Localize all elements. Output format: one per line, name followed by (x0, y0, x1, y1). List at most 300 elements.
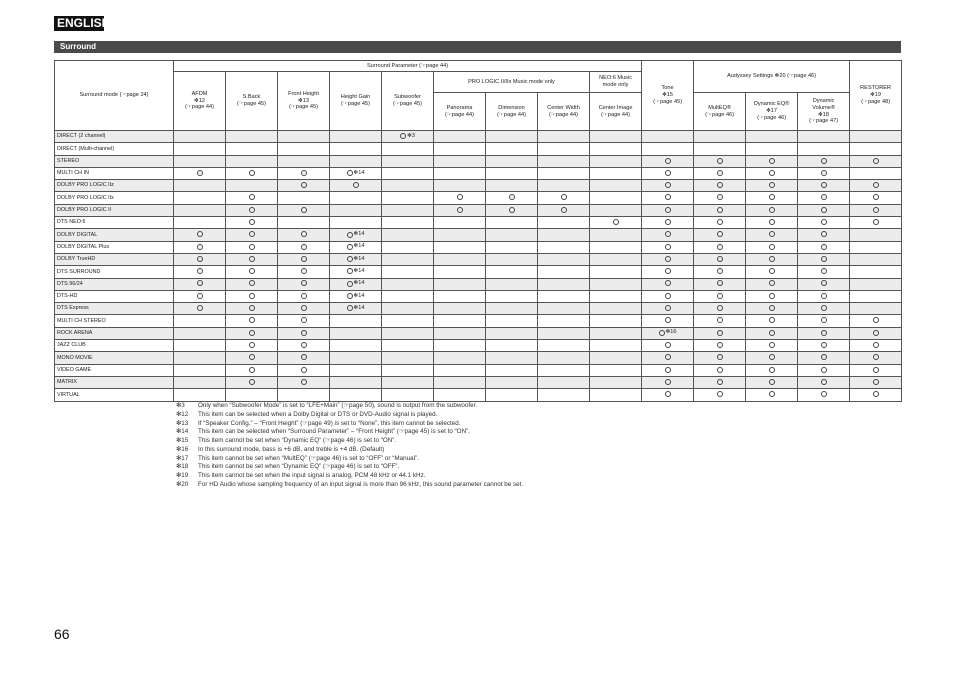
table-cell (798, 143, 850, 155)
table-cell (642, 155, 694, 167)
footnote (176, 402, 876, 411)
table-cell (590, 155, 642, 167)
table-cell (278, 204, 330, 216)
table-cell (694, 389, 746, 401)
available-circle-icon (347, 281, 353, 287)
table-cell (746, 241, 798, 253)
table-cell (538, 266, 590, 278)
table-cell (798, 315, 850, 327)
table-cell (746, 266, 798, 278)
available-circle-icon (301, 305, 307, 311)
table-cell (382, 131, 434, 143)
header-line: Dimension (498, 104, 525, 111)
table-cell (590, 278, 642, 290)
table-cell (434, 340, 486, 352)
table-cell (278, 364, 330, 376)
available-circle-icon (301, 293, 307, 299)
table-row (55, 278, 902, 290)
table-cell (382, 180, 434, 192)
table-cell (434, 266, 486, 278)
table-cell (538, 155, 590, 167)
table-cell (746, 204, 798, 216)
surround-mode-label: DIRECT (Multi-channel) (55, 143, 174, 155)
footnote-ref: ✻14 (353, 292, 365, 299)
header-restorer (850, 61, 902, 131)
table-cell (850, 352, 902, 364)
table-cell (226, 340, 278, 352)
table-row (55, 217, 902, 229)
footnote (176, 420, 876, 429)
available-circle-icon (717, 293, 723, 299)
table-cell (174, 241, 226, 253)
table-cell (174, 229, 226, 241)
table-cell (434, 278, 486, 290)
available-circle-icon (347, 268, 353, 274)
table-cell (538, 303, 590, 315)
table-cell (850, 290, 902, 302)
table-row (55, 192, 902, 204)
table-cell (330, 180, 382, 192)
available-circle-icon (347, 256, 353, 262)
available-circle-icon (249, 170, 255, 176)
available-circle-icon (717, 158, 723, 164)
table-cell (278, 229, 330, 241)
table-cell (434, 315, 486, 327)
available-circle-icon (821, 317, 827, 323)
table-row (55, 167, 902, 179)
table-cell (642, 364, 694, 376)
table-cell (798, 241, 850, 253)
available-circle-icon (717, 317, 723, 323)
header-line: Volume® (812, 104, 835, 111)
table-cell (330, 155, 382, 167)
footnote-number: ✻13 (176, 419, 189, 427)
table-cell (434, 131, 486, 143)
footnote (176, 437, 876, 446)
table-cell (382, 340, 434, 352)
table-cell (590, 229, 642, 241)
footnote-text: This item cannot be set when “Dynamic EQ” (☞page 46) is set to “OFF”. (198, 463, 400, 471)
table-cell (434, 217, 486, 229)
header-line: ✻12 (194, 97, 205, 104)
table-cell (694, 131, 746, 143)
table-row (55, 266, 902, 278)
available-circle-icon (821, 219, 827, 225)
table-cell (642, 376, 694, 388)
available-circle-icon (665, 256, 671, 262)
available-circle-icon (665, 182, 671, 188)
table-cell (642, 192, 694, 204)
header-line: (☞page 45) (237, 101, 266, 107)
table-row (55, 315, 902, 327)
table-cell (798, 204, 850, 216)
header-line: AFDM (191, 90, 208, 97)
available-circle-icon (717, 354, 723, 360)
available-circle-icon (873, 194, 879, 200)
table-cell (486, 303, 538, 315)
table-cell (486, 229, 538, 241)
table-cell (486, 180, 538, 192)
table-cell (746, 352, 798, 364)
table-cell (486, 278, 538, 290)
header-line: (☞page 46) (757, 114, 787, 121)
table-cell (798, 290, 850, 302)
table-cell (382, 217, 434, 229)
table-cell (330, 278, 382, 290)
available-circle-icon (249, 244, 255, 250)
table-cell (330, 352, 382, 364)
table-cell (642, 303, 694, 315)
table-cell (694, 278, 746, 290)
available-circle-icon (873, 219, 879, 225)
available-circle-icon (457, 194, 463, 200)
table-cell (746, 303, 798, 315)
table-cell (538, 143, 590, 155)
footnote-ref: ✻14 (353, 169, 365, 176)
table-cell (226, 241, 278, 253)
available-circle-icon (769, 231, 775, 237)
header-surround-parameter: Surround Parameter (☞page 44) (174, 61, 642, 72)
table-cell (486, 290, 538, 302)
table-row (55, 389, 902, 401)
available-circle-icon (717, 280, 723, 286)
footnote-number: ✻3 (176, 402, 185, 409)
available-circle-icon (197, 305, 203, 311)
table-cell (590, 352, 642, 364)
table-cell (850, 266, 902, 278)
header-line: (☞page 45) (653, 98, 683, 105)
available-circle-icon (353, 182, 359, 188)
table-cell (590, 266, 642, 278)
available-circle-icon (665, 342, 671, 348)
header-afdm (174, 72, 226, 131)
footnote (176, 472, 876, 481)
surround-mode-label: STEREO (55, 155, 174, 167)
header-line: Subwoofer (394, 94, 421, 101)
available-circle-icon (769, 268, 775, 274)
surround-mode-label: DOLBY DIGITAL (55, 229, 174, 241)
table-cell (694, 253, 746, 265)
available-circle-icon (561, 207, 567, 213)
table-cell (434, 241, 486, 253)
header-line: (☞page 45) (289, 104, 318, 111)
table-cell (486, 241, 538, 253)
available-circle-icon (769, 342, 775, 348)
table-cell (486, 340, 538, 352)
table-cell (590, 241, 642, 253)
table-cell (590, 180, 642, 192)
surround-mode-label: JAZZ CLUB (55, 340, 174, 352)
table-cell (174, 315, 226, 327)
table-cell (382, 364, 434, 376)
table-cell (278, 143, 330, 155)
available-circle-icon (821, 182, 827, 188)
table-cell (694, 229, 746, 241)
available-circle-icon (400, 133, 406, 139)
table-cell (226, 389, 278, 401)
available-circle-icon (717, 256, 723, 262)
table-cell (434, 389, 486, 401)
table-cell (746, 131, 798, 143)
table-cell (330, 340, 382, 352)
table-row (55, 204, 902, 216)
table-cell (382, 192, 434, 204)
table-cell (694, 192, 746, 204)
available-circle-icon (769, 170, 775, 176)
available-circle-icon (665, 244, 671, 250)
available-circle-icon (249, 231, 255, 237)
table-cell (382, 167, 434, 179)
table-cell (798, 303, 850, 315)
table-cell (226, 266, 278, 278)
footnote-text: In this surround mode, bass is +6 dB, and treble is +4 dB. (Default) (198, 445, 385, 453)
table-cell (226, 364, 278, 376)
table-cell (694, 364, 746, 376)
available-circle-icon (301, 268, 307, 274)
header-sback (226, 72, 278, 131)
header-line: ✻17 (766, 108, 778, 114)
table-cell (538, 217, 590, 229)
surround-mode-label: MATRIX (55, 376, 174, 388)
table-cell (174, 303, 226, 315)
header-line: ✻13 (298, 97, 309, 104)
table-cell (798, 229, 850, 241)
header-front-height (278, 72, 330, 131)
table-cell (434, 290, 486, 302)
table-cell (278, 290, 330, 302)
footnote-text: This item cannot be set when “MultEQ” (☞page 46) is set to “OFF” or “Manual”. (198, 454, 419, 462)
available-circle-icon (717, 231, 723, 237)
table-cell (486, 155, 538, 167)
table-cell (278, 327, 330, 339)
table-cell (226, 155, 278, 167)
table-cell (798, 352, 850, 364)
available-circle-icon (249, 219, 255, 225)
available-circle-icon (873, 317, 879, 323)
available-circle-icon (821, 367, 827, 373)
language-tab: ENGLISH (54, 16, 104, 31)
table-cell (850, 327, 902, 339)
table-cell (174, 266, 226, 278)
table-cell (850, 241, 902, 253)
available-circle-icon (347, 232, 353, 238)
table-cell (330, 143, 382, 155)
surround-mode-label: DTS SURROUND (55, 266, 174, 278)
header-subwoofer (382, 72, 434, 131)
available-circle-icon (769, 158, 775, 164)
available-circle-icon (717, 367, 723, 373)
available-circle-icon (873, 354, 879, 360)
table-cell (590, 389, 642, 401)
table-cell (538, 180, 590, 192)
table-cell (382, 315, 434, 327)
table-cell (330, 315, 382, 327)
table-cell (330, 131, 382, 143)
table-cell (590, 131, 642, 143)
table-cell (278, 167, 330, 179)
available-circle-icon (821, 207, 827, 213)
footnote-ref: ✻14 (353, 243, 365, 250)
table-cell (798, 217, 850, 229)
table-cell (746, 364, 798, 376)
table-cell (486, 143, 538, 155)
table-cell (694, 180, 746, 192)
table-cell (538, 315, 590, 327)
table-cell (382, 143, 434, 155)
table-cell (486, 327, 538, 339)
available-circle-icon (197, 244, 203, 250)
table-cell (642, 389, 694, 401)
table-cell (226, 290, 278, 302)
table-cell (798, 327, 850, 339)
table-cell (538, 376, 590, 388)
available-circle-icon (665, 305, 671, 311)
table-cell (486, 352, 538, 364)
header-dimension (486, 93, 538, 131)
surround-mode-label: DTS Express (55, 303, 174, 315)
footnote-ref: ✻14 (353, 255, 365, 262)
table-cell (278, 155, 330, 167)
table-cell (694, 352, 746, 364)
surround-mode-label: MULTI CH IN (55, 167, 174, 179)
available-circle-icon (249, 342, 255, 348)
available-circle-icon (717, 379, 723, 385)
available-circle-icon (197, 280, 203, 286)
table-cell (226, 204, 278, 216)
table-cell (538, 340, 590, 352)
header-height-gain (330, 72, 382, 131)
table-cell (486, 217, 538, 229)
table-cell (746, 315, 798, 327)
table-cell (590, 143, 642, 155)
available-circle-icon (873, 158, 879, 164)
available-circle-icon (301, 342, 307, 348)
header-pro-logic-music-group: PRO LOGIC II/IIx Music mode only (434, 72, 590, 93)
table-cell (486, 364, 538, 376)
table-cell (642, 266, 694, 278)
available-circle-icon (509, 194, 515, 200)
footnote (176, 463, 876, 472)
available-circle-icon (249, 354, 255, 360)
footnote-ref: ✻14 (353, 267, 365, 274)
table-cell (382, 155, 434, 167)
available-circle-icon (613, 219, 619, 225)
header-line: Center Width (547, 104, 580, 111)
table-cell (538, 131, 590, 143)
table-cell (590, 376, 642, 388)
table-cell (382, 389, 434, 401)
header-line: Height Gain (340, 94, 371, 101)
header-line: MultEQ® (708, 104, 731, 111)
table-cell (850, 303, 902, 315)
available-circle-icon (717, 268, 723, 274)
table-cell (278, 180, 330, 192)
table-cell (226, 278, 278, 290)
footnote-number: ✻14 (176, 428, 189, 436)
available-circle-icon (821, 354, 827, 360)
surround-mode-label: VIDEO GAME (55, 364, 174, 376)
available-circle-icon (249, 280, 255, 286)
available-circle-icon (301, 207, 307, 213)
header-panorama (434, 93, 486, 131)
available-circle-icon (769, 367, 775, 373)
table-cell (278, 352, 330, 364)
table-row (55, 180, 902, 192)
surround-mode-label: DOLBY PRO LOGIC II (55, 204, 174, 216)
table-cell (642, 204, 694, 216)
available-circle-icon (769, 293, 775, 299)
table-cell (590, 315, 642, 327)
available-circle-icon (301, 317, 307, 323)
available-circle-icon (821, 194, 827, 200)
table-cell (746, 155, 798, 167)
table-cell (746, 389, 798, 401)
table-cell (850, 364, 902, 376)
table-cell (590, 303, 642, 315)
available-circle-icon (821, 244, 827, 250)
table-cell (330, 327, 382, 339)
table-cell (746, 376, 798, 388)
table-cell (382, 253, 434, 265)
table-cell (850, 376, 902, 388)
header-line: ✻19 (870, 92, 882, 98)
table-cell (330, 167, 382, 179)
table-cell (226, 315, 278, 327)
table-cell (694, 143, 746, 155)
available-circle-icon (717, 170, 723, 176)
table-cell (746, 192, 798, 204)
surround-mode-label: DIRECT (2 channel) (55, 131, 174, 143)
table-cell (850, 389, 902, 401)
table-cell (694, 327, 746, 339)
table-cell (174, 327, 226, 339)
table-cell (642, 131, 694, 143)
table-cell (538, 290, 590, 302)
table-cell (694, 266, 746, 278)
table-cell (798, 192, 850, 204)
table-cell (850, 167, 902, 179)
table-cell (434, 204, 486, 216)
header-line: Panorama (446, 104, 473, 111)
table-cell (798, 389, 850, 401)
footnote-text: Only when “Subwoofer Mode” is set to “LFE+Main” (☞page 50), sound is output from the subwoofer. (198, 402, 478, 409)
table-cell (538, 192, 590, 204)
header-line: (☞page 45) (393, 101, 422, 107)
table-cell (486, 389, 538, 401)
surround-mode-label: DTS-HD (55, 290, 174, 302)
table-cell (850, 340, 902, 352)
table-cell (174, 155, 226, 167)
surround-mode-label: DOLBY PRO LOGIC IIz (55, 180, 174, 192)
table-cell (330, 253, 382, 265)
available-circle-icon (873, 330, 879, 336)
table-cell (850, 217, 902, 229)
table-cell (798, 278, 850, 290)
footnote (176, 428, 876, 437)
table-cell (590, 192, 642, 204)
table-row (55, 340, 902, 352)
header-dynamic-volume (798, 93, 850, 131)
available-circle-icon (509, 207, 515, 213)
table-cell (850, 253, 902, 265)
table-cell (486, 315, 538, 327)
table-cell (746, 167, 798, 179)
table-cell (694, 241, 746, 253)
available-circle-icon (301, 256, 307, 262)
available-circle-icon (873, 207, 879, 213)
table-cell (382, 290, 434, 302)
available-circle-icon (301, 170, 307, 176)
